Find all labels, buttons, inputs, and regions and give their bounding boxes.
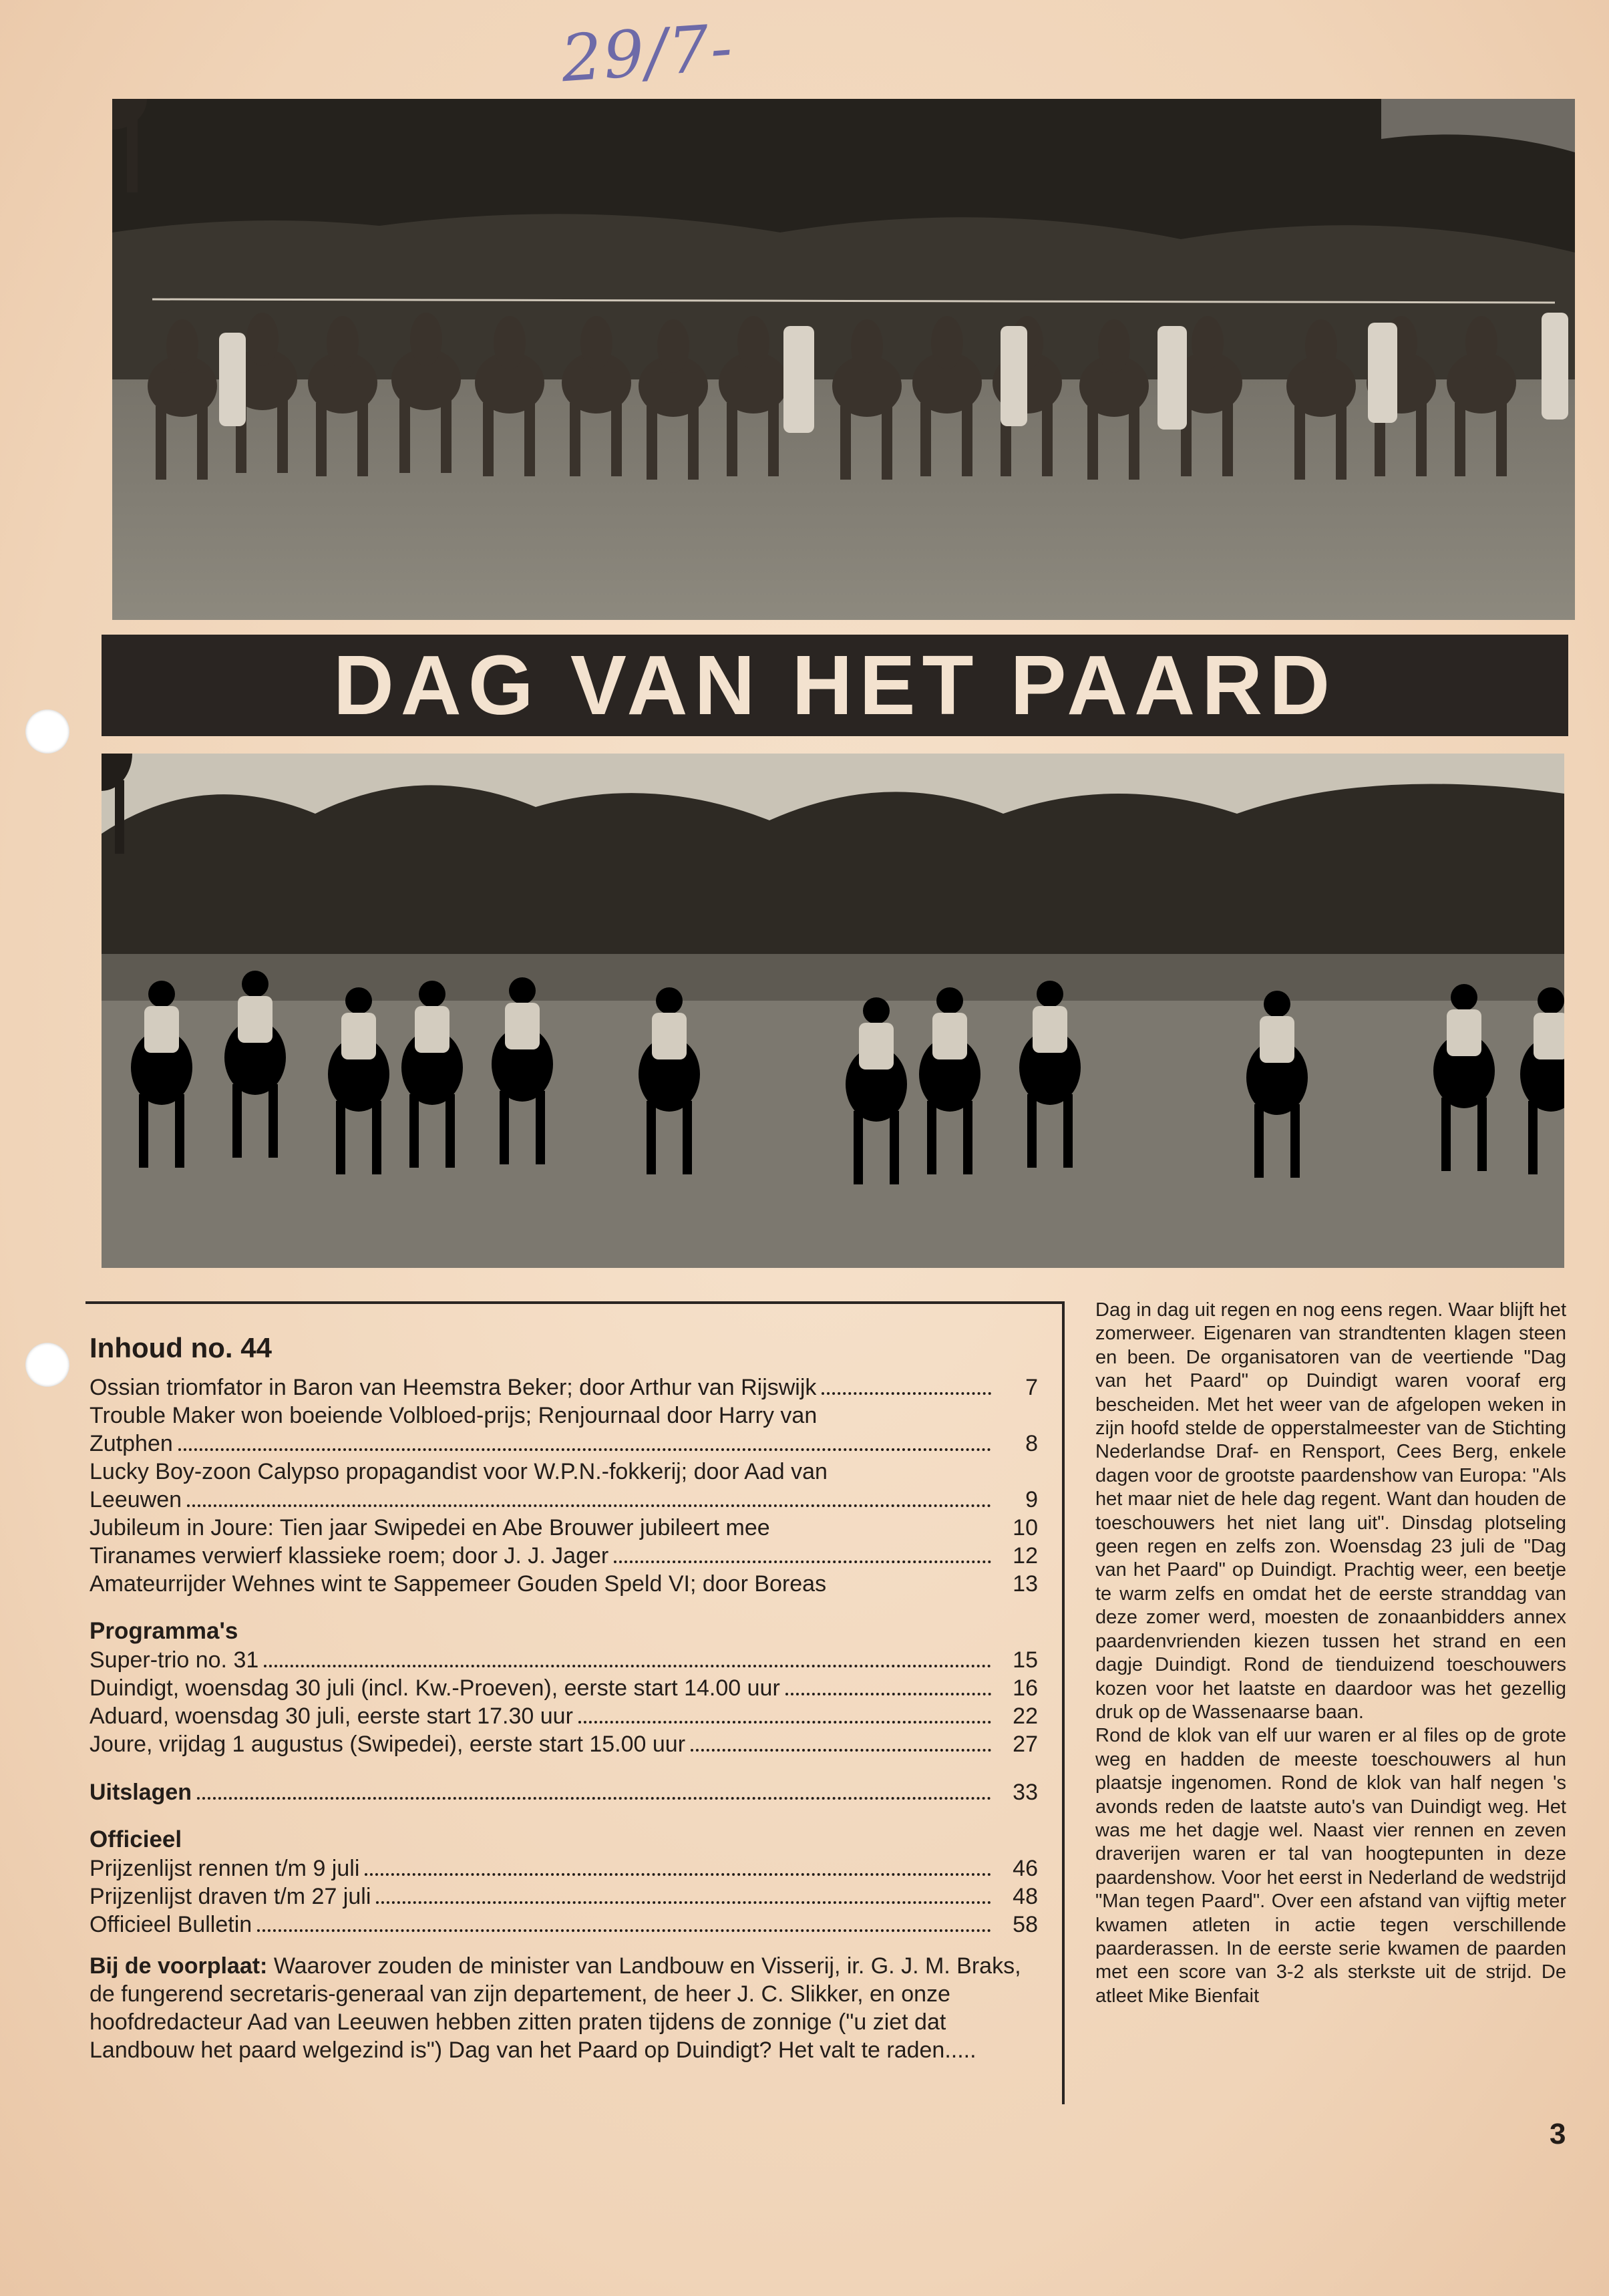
article-paragraph: Dag in dag uit regen en nog eens regen. Waar blijft het zomerweer. Eigenaren van strandtenten klagen steen en been. De organisatoren van de veertiende "Dag van het Paard" op Duindigt waren vooraf erg bescheiden. Met het weer van de afgelopen weken in zijn hoofd stelde de opperstalmeester van de Stichting Nederlandse Draf- en Rensport, Cees Berg, enkele dagen voor de grootste paardenshow van Europa: "Als het maar niet de hele dag regent. Want dan houden de toeschouwers het niet lang uit". Dinsdag plotseling geen regen en zelfs zon. Woensdag 23 juli de "Dag van het Paard" op Duindigt. Prachtig weer, een beetje te warm zelfs en omdat het de eerste stranddag van deze zomer werd, moesten de zonaanbidders annex paardenvrienden kiezen tussen het strand en een dagje Duindigt. Rond de tienduizend toeschouwers kozen voor het laatste en daardoor was het gezellig druk op de Wassenaarse baan.	[1095, 1299, 1566, 1723]
cover-caption-text: Waarover zouden de minister van Landbouw en Visserij, ir. G. J. M. Braks, de fungerend secretaris-generaal van zijn departement, de heer J. C. Slikker, en onze hoofdredacteur Aad van Leeuwen hebben zitten praten tijdens de zonnige ("u ziet dat Landbouw het paard welgezind is") Dag van het Paard op Duindigt? Het valt te raden.....	[90, 1953, 1021, 2063]
cover-caption-label: Bij de voorplaat:	[90, 1953, 268, 1979]
toc-entry: Jubileum in Joure: Tien jaar Swipedei en Abe Brouwer jubileert mee 10	[90, 1515, 1038, 1540]
toc-entry: Duindigt, woensdag 30 juli (incl. Kw.-Proeven), eerste start 14.00 uur 16	[90, 1675, 1038, 1701]
toc-entry: Officieel Bulletin 58	[90, 1912, 1038, 1937]
toc-entry: Amateurrijder Wehnes wint te Sappemeer Gouden Speld VI; door Boreas 13	[90, 1571, 1038, 1597]
article-column	[1095, 1299, 1566, 2008]
headline-bar	[102, 635, 1568, 736]
toc-entry: Tiranames verwierf klassieke roem; door J. J. Jager 12	[90, 1543, 1038, 1569]
draft-horses-photo-image	[112, 99, 1575, 620]
toc-entry: Super-trio no. 31 15	[90, 1647, 1038, 1673]
toc-section-programmas: Programma's	[90, 1618, 238, 1644]
toc-entry: Prijzenlijst rennen t/m 9 juli 46	[90, 1856, 1038, 1881]
handwritten-date: 29/7-'86	[558, 9, 736, 97]
draft-horses-photo	[112, 99, 1575, 620]
toc-entry: Ossian triomfator in Baron van Heemstra Beker; door Arthur van Rijswijk 7	[90, 1375, 1038, 1400]
pony-race-photo-image	[102, 754, 1564, 1268]
table-of-contents	[85, 1301, 1065, 2104]
article-paragraph: Rond de klok van elf uur waren er al files op de grote weg en hadden de meeste toeschouwers al hun plaatsje ingenomen. Rond de klok van half negen 's avonds reden de laatste auto's van Duindigt weg. Het was me het dagje wel. Naast vier rennen en zeven draverijen waren er tal van hoogtepunten in deze paardenshow. Voor het eerst in Nederland de wedstrijd "Man tegen Paard". Over een afstand van vijftig meter kwamen atleten in actie tegen verschillende paarderassen. In de eerste serie kwamen de paarden met een score van 3-2 als sterkste uit de strijd. De atleet Mike Bienfait	[1095, 1725, 1566, 2007]
pony-race-photo	[102, 754, 1564, 1268]
toc-entry: Zutphen 8	[90, 1431, 1038, 1456]
punch-hole	[25, 709, 69, 754]
page-number: 3	[1550, 2118, 1566, 2150]
headline: DAG VAN HET PAARD	[333, 638, 1337, 732]
toc-entry: Aduard, woensdag 30 juli, eerste start 17.30 uur 22	[90, 1703, 1038, 1729]
toc-entry: Joure, vrijdag 1 augustus (Swipedei), eerste start 15.00 uur 27	[90, 1732, 1038, 1757]
toc-entry: Leeuwen 9	[90, 1487, 1038, 1512]
toc-entry-line: Lucky Boy-zoon Calypso propagandist voor W.P.N.-fokkerij; door Aad van	[90, 1459, 828, 1484]
toc-title: Inhoud no. 44	[90, 1332, 272, 1363]
toc-section-uitslagen: Uitslagen 33	[90, 1780, 1038, 1805]
toc-section-officieel: Officieel	[90, 1826, 182, 1852]
cover-caption	[90, 1952, 1038, 2064]
punch-hole	[25, 1343, 69, 1387]
toc-entry-line: Trouble Maker won boeiende Volbloed-prijs; Renjournaal door Harry van	[90, 1403, 818, 1428]
toc-entry: Prijzenlijst draven t/m 27 juli 48	[90, 1884, 1038, 1909]
